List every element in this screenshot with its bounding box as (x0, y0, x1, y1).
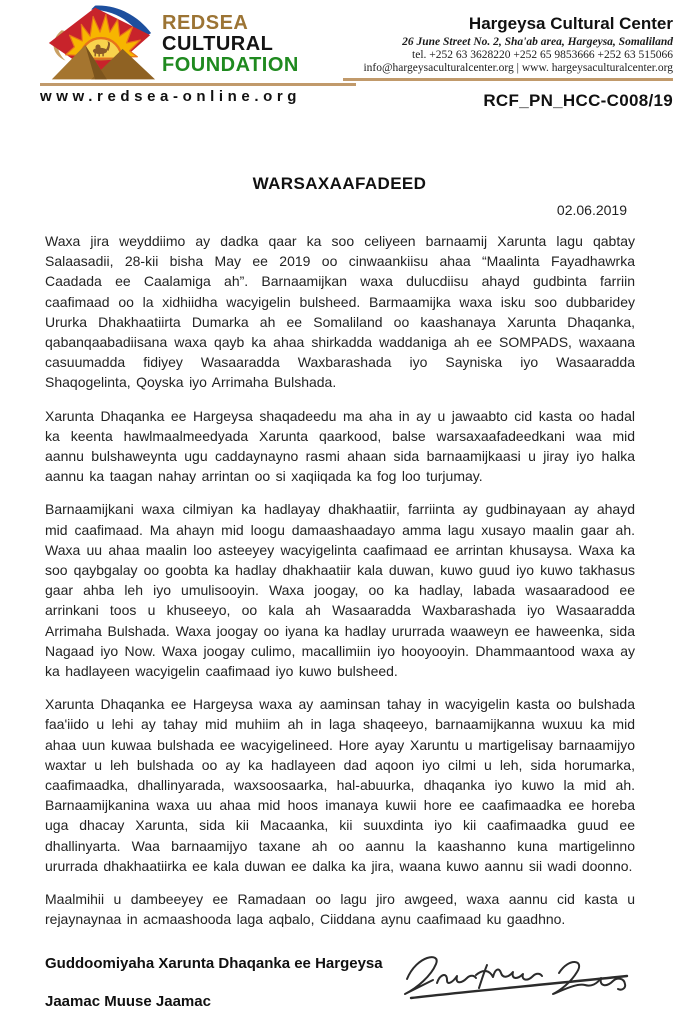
left-divider-rule (40, 83, 356, 86)
signature-block (45, 943, 635, 1029)
center-address: 26 June Street No. 2, Sha'ab area, Hargeysa, Somaliland (402, 36, 673, 48)
center-email-web: info@hargeysaculturalcenter.org | www. hargeysaculturalcenter.org (363, 62, 673, 74)
paragraph-5: Maalmihii u dambeeyey ee Ramadaan oo lagu jiro awgeed, waxa aannu cid kasta u rejaynaynaa in acmaashooda laga aqbalo, Ciiddana aynu caafimaad ku gaadhno. (45, 891, 635, 928)
center-phones: tel. +252 63 3628220 +252 65 9853666 +252 63 515066 (412, 49, 673, 61)
document-title: WARSAXAAFADEED (252, 174, 427, 193)
logo-line-cultural: CULTURAL (162, 32, 274, 55)
center-contact-block (343, 14, 673, 111)
handwritten-signature-icon (391, 945, 641, 1017)
signatory-role: Guddoomiyaha Xarunta Dhaqanka ee Hargeysa (45, 954, 383, 972)
letterhead (0, 0, 679, 170)
document-date: 02.06.2019 (556, 202, 627, 218)
document-reference-number: RCF_PN_HCC-C008/19 (483, 91, 673, 110)
foundation-logo-block (40, 2, 362, 105)
foundation-website-text: www.redsea-online.org (40, 88, 302, 105)
paragraph-4: Xarunta Dhaqanka ee Hargeysa waxa ay aaminsan tahay in wacyigelin kasta oo bulshada faa'iido u lehi ay tahay mid muhiim ah in laga shaqeeyo, barnaamijkanna wuxuu ka mid ahaa uun kuwaa bulshada ee wacyigelineed. Hore ayay Xaruntu u martigelisay barnaamijyo waxtar u leh bulshada oo ay ka hadlayeen dad aqoon iyo cilmi u leh, sida horumarka, caafimaadka, dhallinyarada, waxsoosaarka, hal-abuurka, dhaqanka iyo kuwo la mid ah. Barnaamijkanina waxa uu ahaa mid hoos imanaya kuwii hore ee caafimaadka ee horeba uga dhacay Xarunta, sida kii Macaanka, kii suuxdinta iyo kii caafimaadka guud ee dhallinyarta. Waa barnaamijyo taxane ah oo aannu la kaashanno kuna martigelinno ururrada dhakhaatiirka ee kala duwan ee dalka ka jira, waana kuwo aannu sii wadi doonno. (45, 696, 635, 874)
paragraph-1: Waxa jira weyddiimo ay dadka qaar ka soo celiyeen barnaamij Xarunta lagu qabtay Salaasadii, 28-kii bisha May ee 2019 oo cinwaankiisu ahaa “Maalinta Fayadhawrka Caadada ee Caalamiga ah”. Barnaamijkan waxa dulucdiisu ahayd gudbinta farriin caafimaad oo la xidhiidha wacyigelin bulsheed. Barmaamijka waxa isku soo dubbaridey Ururka Dhakhaatiirta Dumarka ah ee Somaliland oo kaashanaya Xarunta Dhaqanka, qabanqaabadiisana waxa qayb ka ahaa shirkadda waddaniga ah ee SOMPADS, waxaana casuumadda fidiyey Wasaaradda Waxbarashada iyo Sayniska iyo Wasaaradda Shaqogelinta, Qoyska iyo Arrimaha Bulshada. (45, 233, 635, 391)
center-name: Hargeysa Cultural Center (468, 14, 673, 33)
logo-wordmark (162, 13, 299, 75)
logo-line-foundation: FOUNDATION (162, 53, 299, 76)
paragraph-3: Barnaamijkani waxa cilmiyan ka hadlayay dhakhaatiir, farriinta ay gudbinayaan ay ahayd mid caafimaad. Ma ahayn mid loogu damaashaadayo amma lagu xusayo maalin gaar ah. Waxa uu ahaa maalin loo asteeyey wacyigelinta caafimaad ee arrintan khusaysa. Waxa ka soo qaybgalay oo goobta ka hadlay dhakhaatiir kala duwan, kuwo guud iyo kuwo takhasus gaar ahba leh iyo umulisooyin. Waxa joogay, oo ka hadlay, labada wasaaradood ee arrinkani toos u khuseeyo, oo kala ah Wasaaradda Waxbarashada iyo Wasaaradda Arrimaha Bulshada. Waxa joogay oo iyana ka hadlay ururrada waaweyn ee haweenka, sida Nagaad iyo Now. Waxa joogay culimo, macallimiin iyo hooyooyin. Dhammaantood waxa ay ka hadlayeen wacyigelin caafimaad iyo kuwo bulsheed. (45, 501, 635, 680)
logo-line-redsea: REDSEA (162, 12, 249, 34)
right-divider-rule (343, 78, 673, 81)
signatory-name: Jaamac Muuse Jaamac (45, 992, 211, 1010)
redsea-foundation-logo-icon (40, 2, 158, 82)
paragraph-2: Xarunta Dhaqanka ee Hargeysa shaqadeedu ma aha in ay u jawaabto cid kasta oo hadal ka keenta hawlmaalmeedyada Xarunta qaarkood, balse warsaxaafadeedkani waa mid aannu bulshaweynta ugu caddaynayno rasmi ahaan sida barnaamijkaasi u jiray iyo halka aannu ka taagan nahay arrintan oo si xaqiiqada ka fog loo turjumay. (45, 407, 635, 485)
document-body (45, 231, 635, 930)
